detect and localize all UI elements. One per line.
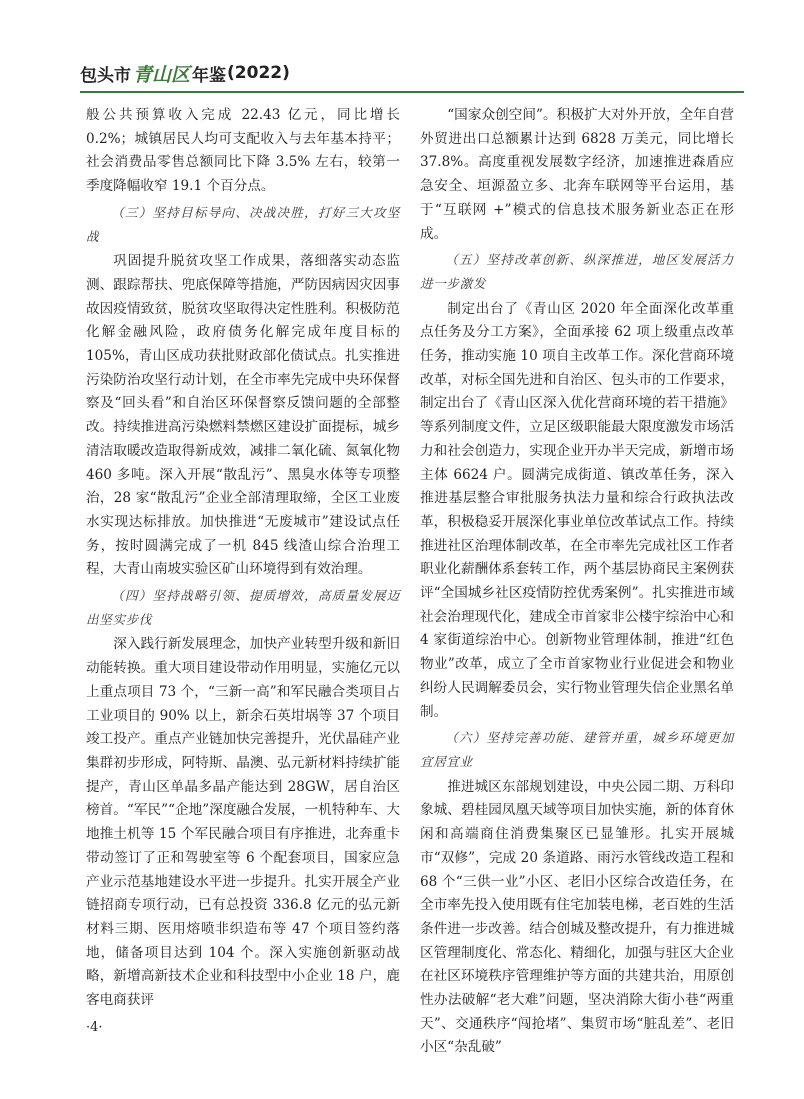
right-paragraph-1: “国家众创空间”。积极扩大对外开放，全年自营外贸进出口总额累计达到 6828 万美元，同比增长 37.8%。高度重视发展数字经济，加速推进森盾应急安全、垣源盈立多、北奔车联网等平台运用，基于“互联网 +”模式的信息技术服务新业态正在形成。: [420, 107, 734, 242]
header-prefix: 包头市: [80, 65, 131, 86]
section-heading-6: （六）坚持完善功能、建管并重，城乡环境更加宜居宜业: [420, 730, 734, 769]
header-suffix: 年鉴: [192, 65, 227, 86]
left-paragraph-1: 般公共预算收入完成 22.43 亿元，同比增长 0.2%；城镇居民人均可支配收入与去年基本持平；社会消费品零售总额同比下降 3.5% 左右，较第一季度降幅收窄 19.1 个百分点。: [86, 107, 400, 195]
page-number: ·4·: [86, 1020, 103, 1035]
header-year: (2022): [227, 63, 290, 83]
section-heading-4: （四）坚持战略引领、提质增效，高质量发展迈出坚实步伐: [86, 588, 400, 627]
header-district: 青山区: [133, 63, 191, 86]
section-heading-3: （三）坚持目标导向、决战决胜，打好三大攻坚战: [86, 204, 400, 244]
right-column: [420, 104, 734, 1060]
left-column: [86, 104, 400, 1013]
running-header: [80, 58, 740, 88]
right-paragraph-3: 推进城区东部规划建设，中央公园二期、万科印象城、碧桂园凤凰天域等项目加快实施，新的体育休闲和高端商住消费集聚区已显雏形。扎实开展城市“双修”，完成 20 条道路、雨污水管线改造工程和 68 个“三供一业”小区、老旧小区综合改造任务，在全市率先投入使用既有住宅加装电梯，老百姓的生活条件进一步改善。结合创城及整改提升，有力推进城区管理制度化、常态化、精细化，加强与驻区大企业在社区环境秩序管理维护等方面的共建共治，用原创性办法破解“老大难”问题，坚决消除大街小巷“两重天”、交通秩序“闯抢堵”、集贸市场“脏乱差”、老旧小区“杂乱破”: [420, 778, 734, 1056]
section-heading-5: （五）坚持改革创新、纵深推进，地区发展活力进一步激发: [420, 252, 734, 291]
left-paragraph-3: 深入践行新发展理念，加快产业转型升级和新旧动能转换。重大项目建设带动作用明显，实施亿元以上重点项目 73 个，“三新一高”和军民融合类项目占工业项目的 90% 以上，新余石英坩埚等 37 个项目竣工投产。重点产业链加快完善提升，光伏晶硅产业集群初步形成，阿特斯、晶澳、弘元新材料持续扩能提产，青山区单晶多晶产能达到 28GW，居自治区榜首。“军民”“企地”深度融合发展，一机特种车、大地推土机等 15 个军民融合项目有序推进，北奔重卡带动签订了正和驾驶室等 6 个配套项目，国家应急产业示范基地建设水平进一步提升。扎实开展全产业链招商专项行动，已有总投资 336.8 亿元的弘元新材料三期、医用熔喷非织造布等 47 个项目签约落地，储备项目达到 104 个。深入实施创新驱动战略，新增高新技术企业和科技型中小企业 18 户，鹿客电商获评: [86, 636, 400, 1009]
left-paragraph-2: 巩固提升脱贫攻坚工作成果，落细落实动态监测、跟踪帮扶、兜底保障等措施，严防因病因灾因事故因疫情致贫，脱贫攻坚取得决定性胜利。积极防范化解金融风险，政府债务化解完成年度目标的 105%，青山区成功获批财政部化债试点。扎实推进污染防治攻坚行动计划，在全市率先完成中央环保督察及“回头看”和自治区环保督察反馈问题的全部整改。持续推进高污染燃料禁燃区建设扩面提标，城乡清洁取暖改造取得新成效，减排二氧化硫、氮氧化物 460 多吨。深入开展“散乱污”、黑臭水体等专项整治，28 家“散乱污”企业全部清理取缔，全区工业废水实现达标排放。加快推进“无废城市”建设试点任务，按时圆满完成了一机 845 线渣山综合治理工程，大青山南坡实验区矿山环境得到有效治理。: [86, 253, 400, 578]
right-paragraph-2: 制定出台了《青山区 2020 年全面深化改革重点任务及分工方案》，全面承接 62 项上级重点改革任务，推动实施 10 项自主改革工作。深化营商环境改革，对标全国先进和自治区、包头市的工作要求，制定出台了《青山区深入优化营商环境的若干措施》等系列制度文件，立足区级职能最大限度激发市场活力和社会创造力，实现企业开办半天完成，新增市场主体 6624 户。圆满完成街道、镇改革任务，深入推进基层整合审批服务执法力量和综合行政执法改革，积极稳妥开展深化事业单位改革试点工作。持续推进社区治理体制改革，在全市率先完成社区工作者职业化薪酬体系套转工作，两个基层协商民主案例获评“全国城乡社区疫情防控优秀案例”。扎实推进市域社会治理现代化，建成全市首家非公楼宇综治中心和 4 家街道综治中心。创新物业管理体制，推进“红色物业”改革，成立了全市首家物业行业促进会和物业纠纷人民调解委员会，实行物业管理失信企业黑名单制。: [420, 300, 734, 720]
header-rule: [80, 91, 744, 93]
